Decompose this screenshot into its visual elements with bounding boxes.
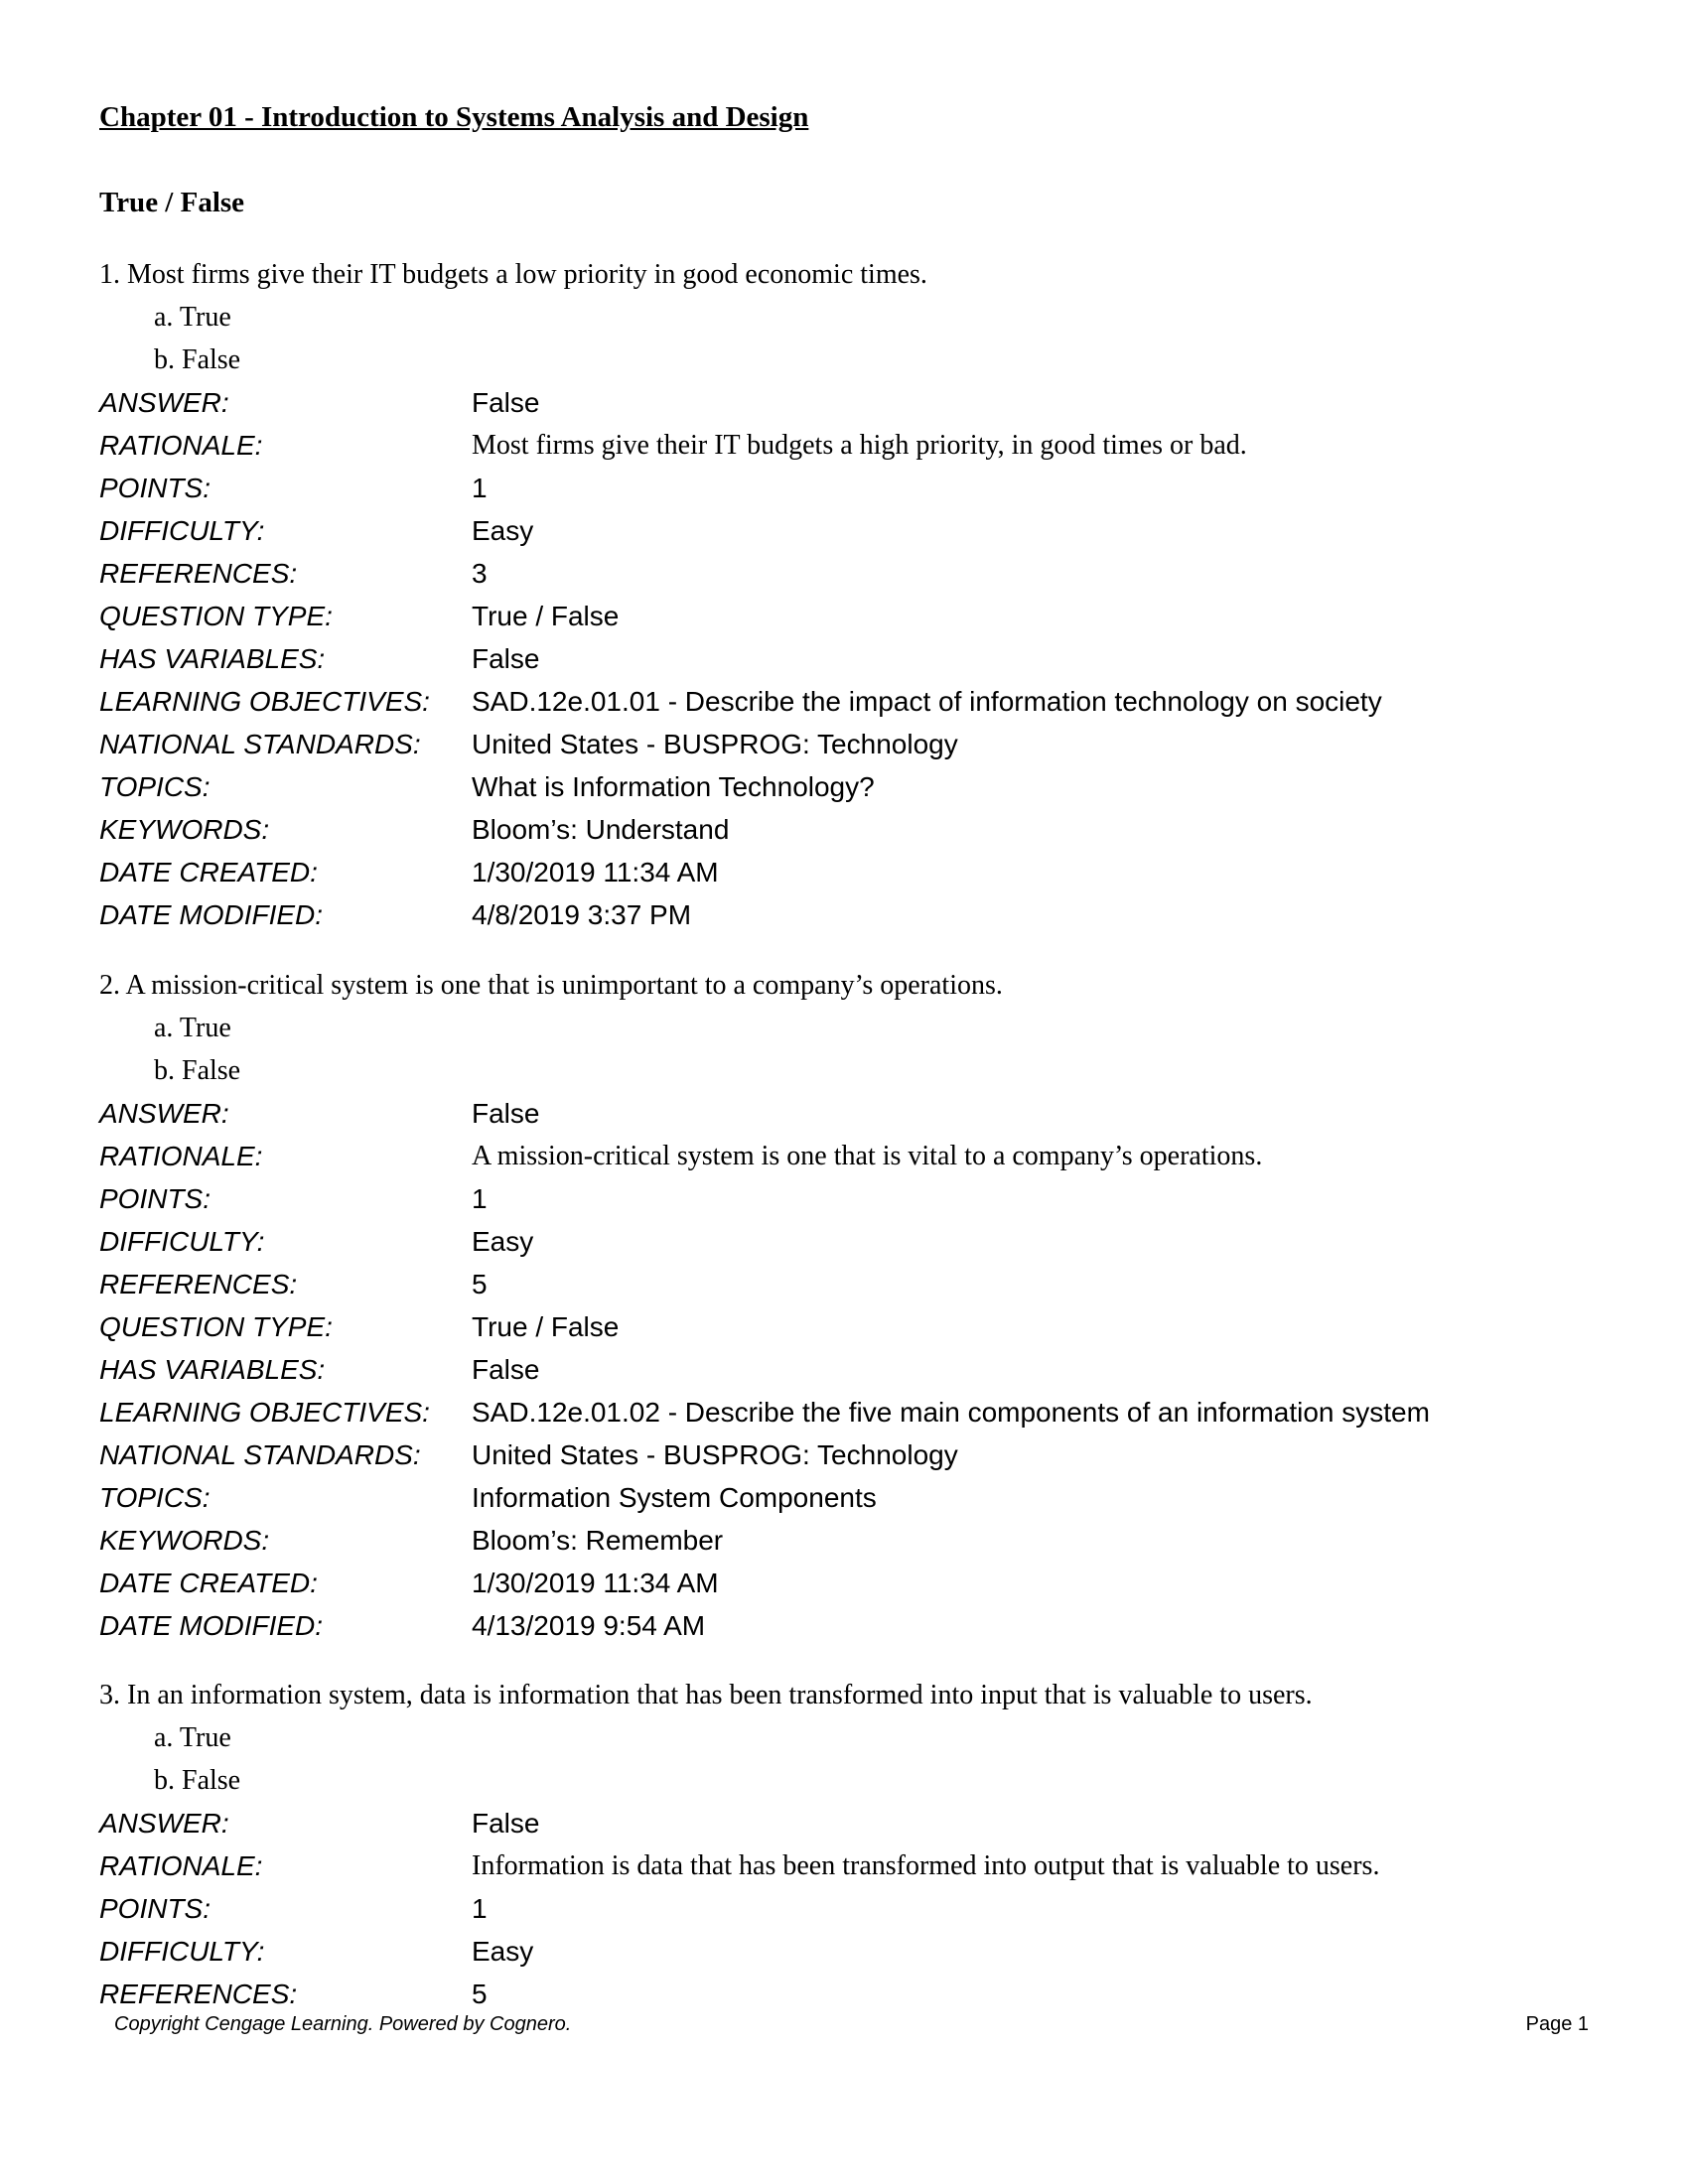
field-label: ANSWER: xyxy=(99,387,229,418)
field-value: Bloom’s: Remember xyxy=(472,1525,724,1556)
metadata-row xyxy=(99,808,1609,851)
answer-option: a. True xyxy=(154,1013,231,1043)
answer-option: b. False xyxy=(154,344,241,375)
field-label: DATE MODIFIED: xyxy=(99,899,324,930)
field-value: 1 xyxy=(472,1183,488,1214)
metadata-row xyxy=(99,1092,1609,1135)
field-label: DATE CREATED: xyxy=(99,1568,318,1598)
field-value: False xyxy=(472,643,540,674)
field-label: QUESTION TYPE: xyxy=(99,1311,333,1342)
field-value: 1/30/2019 11:34 AM xyxy=(472,857,719,887)
metadata-row xyxy=(99,680,1609,723)
field-label: NATIONAL STANDARDS: xyxy=(99,1439,421,1470)
field-value: 3 xyxy=(472,558,488,589)
field-label: HAS VARIABLES: xyxy=(99,643,326,674)
metadata-row xyxy=(99,381,1609,424)
field-value: 5 xyxy=(472,1269,488,1299)
field-label: TOPICS: xyxy=(99,771,211,802)
field-value: Bloom’s: Understand xyxy=(472,814,730,845)
field-value: False xyxy=(472,387,540,418)
field-label: LEARNING OBJECTIVES: xyxy=(99,686,430,717)
metadata-row xyxy=(99,467,1609,509)
field-label: RATIONALE: xyxy=(99,430,263,461)
field-value: 5 xyxy=(472,1979,488,2009)
section-heading: True / False xyxy=(99,187,245,218)
page-number: Page 1 xyxy=(1525,2013,1589,2035)
field-value: Information is data that has been transformed into output that is valuable to users. xyxy=(472,1850,1380,1881)
field-value: Easy xyxy=(472,1936,534,1967)
question-stem: 1. Most firms give their IT budgets a low priority in good economic times. xyxy=(99,259,927,290)
metadata-row xyxy=(99,893,1609,936)
field-value: False xyxy=(472,1354,540,1385)
field-label: KEYWORDS: xyxy=(99,1525,270,1556)
field-label: REFERENCES: xyxy=(99,558,298,589)
metadata-row xyxy=(99,1604,1609,1647)
metadata-row xyxy=(99,595,1609,637)
metadata-row xyxy=(99,1973,1609,2015)
field-value: United States - BUSPROG: Technology xyxy=(472,1439,958,1470)
field-label: POINTS: xyxy=(99,473,211,503)
field-value: What is Information Technology? xyxy=(472,771,875,802)
field-value: Easy xyxy=(472,1226,534,1257)
metadata-row xyxy=(99,1305,1609,1348)
field-value: True / False xyxy=(472,601,620,631)
field-value: SAD.12e.01.01 - Describe the impact of information technology on society xyxy=(472,686,1382,717)
metadata-row xyxy=(99,1177,1609,1220)
field-value: Easy xyxy=(472,515,534,546)
field-label: HAS VARIABLES: xyxy=(99,1354,326,1385)
question-block xyxy=(99,253,1609,936)
field-value: 1/30/2019 11:34 AM xyxy=(472,1568,719,1598)
page-footer xyxy=(114,2013,1589,2036)
metadata-row xyxy=(99,1844,1609,1887)
field-value: A mission-critical system is one that is vital to a company’s operations. xyxy=(472,1141,1263,1171)
chapter-title: Chapter 01 - Introduction to Systems Analysis and Design xyxy=(99,101,809,133)
question-stem: 2. A mission-critical system is one that is unimportant to a company’s operations. xyxy=(99,970,1003,1001)
metadata-row xyxy=(99,1476,1609,1519)
metadata-row xyxy=(99,1802,1609,1844)
metadata-row xyxy=(99,552,1609,595)
metadata-row xyxy=(99,1391,1609,1433)
metadata-row xyxy=(99,637,1609,680)
field-label: DATE MODIFIED: xyxy=(99,1610,324,1641)
field-label: RATIONALE: xyxy=(99,1141,263,1171)
field-label: REFERENCES: xyxy=(99,1269,298,1299)
field-value: 4/13/2019 9:54 AM xyxy=(472,1610,706,1641)
metadata-row xyxy=(99,1135,1609,1177)
field-label: RATIONALE: xyxy=(99,1850,263,1881)
answer-option: a. True xyxy=(154,1722,231,1753)
metadata-row xyxy=(99,851,1609,893)
field-value: Information System Components xyxy=(472,1482,877,1513)
field-label: TOPICS: xyxy=(99,1482,211,1513)
field-label: LEARNING OBJECTIVES: xyxy=(99,1397,430,1428)
metadata-row xyxy=(99,765,1609,808)
answer-option: a. True xyxy=(154,302,231,333)
field-value: 4/8/2019 3:37 PM xyxy=(472,899,692,930)
answer-option: b. False xyxy=(154,1055,241,1086)
field-value: United States - BUSPROG: Technology xyxy=(472,729,958,759)
field-value: Most firms give their IT budgets a high priority, in good times or bad. xyxy=(472,430,1247,461)
copyright-text: Copyright Cengage Learning. Powered by Cognero. xyxy=(114,2013,572,2035)
field-value: False xyxy=(472,1808,540,1839)
metadata-row xyxy=(99,1263,1609,1305)
field-value: False xyxy=(472,1098,540,1129)
field-label: KEYWORDS: xyxy=(99,814,270,845)
field-label: DATE CREATED: xyxy=(99,857,318,887)
field-label: POINTS: xyxy=(99,1893,211,1924)
metadata-row xyxy=(99,1519,1609,1562)
field-label: DIFFICULTY: xyxy=(99,1936,265,1967)
field-value: SAD.12e.01.02 - Describe the five main components of an information system xyxy=(472,1397,1430,1428)
field-label: ANSWER: xyxy=(99,1098,229,1129)
question-stem: 3. In an information system, data is information that has been transformed into input that is valuable to users. xyxy=(99,1680,1313,1710)
answer-option: b. False xyxy=(154,1765,241,1796)
field-label: QUESTION TYPE: xyxy=(99,601,333,631)
metadata-row xyxy=(99,723,1609,765)
field-label: ANSWER: xyxy=(99,1808,229,1839)
metadata-row xyxy=(99,424,1609,467)
field-value: True / False xyxy=(472,1311,620,1342)
metadata-row xyxy=(99,1930,1609,1973)
field-label: POINTS: xyxy=(99,1183,211,1214)
field-label: REFERENCES: xyxy=(99,1979,298,2009)
metadata-row xyxy=(99,1887,1609,1930)
metadata-row xyxy=(99,1433,1609,1476)
field-label: NATIONAL STANDARDS: xyxy=(99,729,421,759)
metadata-row xyxy=(99,509,1609,552)
field-label: DIFFICULTY: xyxy=(99,515,265,546)
metadata-row xyxy=(99,1348,1609,1391)
field-label: DIFFICULTY: xyxy=(99,1226,265,1257)
field-value: 1 xyxy=(472,473,488,503)
metadata-row xyxy=(99,1220,1609,1263)
question-block xyxy=(99,964,1609,1647)
question-block xyxy=(99,1674,1609,2015)
metadata-row xyxy=(99,1562,1609,1604)
field-value: 1 xyxy=(472,1893,488,1924)
